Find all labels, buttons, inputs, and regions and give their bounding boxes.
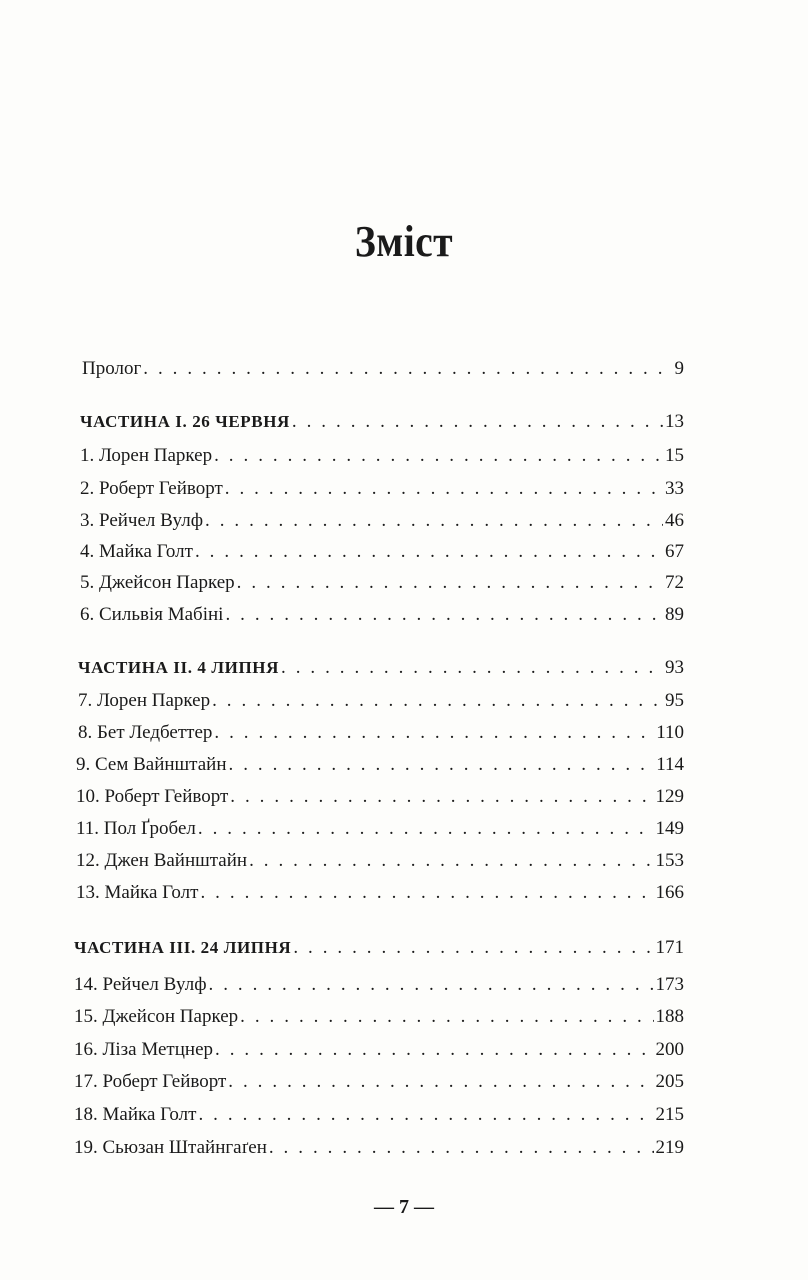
toc-entry-page: 129 — [655, 786, 684, 807]
toc-leader-dots — [240, 1005, 653, 1029]
toc-leader-dots — [198, 817, 654, 841]
toc-leader-dots — [293, 936, 653, 960]
toc-entry — [74, 1070, 684, 1094]
toc-leader-dots — [205, 509, 663, 533]
toc-leader-dots — [269, 1136, 654, 1160]
toc-entry-page: 188 — [655, 1006, 684, 1027]
toc-entry-title: 18. Майка Голт — [74, 1104, 197, 1125]
toc-entry-page: 153 — [655, 850, 684, 871]
toc-leader-dots — [225, 477, 663, 501]
toc-entry-title: 6. Сильвія Мабіні — [80, 604, 224, 625]
toc-entry-page: 13 — [665, 411, 684, 432]
toc-entry-title: 11. Пол Ґробел — [76, 818, 196, 839]
toc-entry-page: 215 — [655, 1104, 684, 1125]
toc-leader-dots — [237, 571, 663, 595]
toc-part-3 — [74, 936, 684, 960]
toc-entry — [80, 444, 684, 468]
toc-leader-dots — [209, 973, 654, 997]
toc-leader-dots — [212, 689, 663, 713]
toc-entry-page: 46 — [665, 510, 684, 531]
toc-entry — [74, 1005, 684, 1029]
toc-entry-title: 12. Джен Вайнштайн — [76, 850, 248, 871]
toc-part-title: ЧАСТИНА III. 24 ЛИПНЯ — [74, 938, 292, 957]
toc-leader-dots — [215, 1038, 653, 1062]
toc-entry-page: 110 — [656, 722, 684, 743]
toc-entry-title: 10. Роберт Гейворт — [76, 786, 229, 807]
toc-entry-prologue — [82, 357, 684, 381]
toc-entry — [76, 785, 684, 809]
toc-entry-page: 166 — [655, 882, 684, 903]
toc-leader-dots — [228, 1070, 653, 1094]
toc-leader-dots — [229, 753, 655, 777]
toc-entry — [74, 973, 684, 997]
toc-entry-page: 200 — [655, 1039, 684, 1060]
toc-entry-page: 114 — [656, 754, 684, 775]
toc-entry-title: 3. Рейчел Вулф — [80, 510, 204, 531]
toc-entry-page: 95 — [665, 690, 684, 711]
toc-leader-dots — [198, 1103, 653, 1127]
toc-entry-title: 2. Роберт Гейворт — [80, 478, 223, 499]
toc-part-1 — [80, 410, 684, 434]
toc-entry — [76, 817, 684, 841]
toc-entry-title: Пролог — [82, 358, 142, 379]
toc-entry — [80, 509, 684, 533]
toc-entry — [76, 753, 684, 777]
toc-entry-page: 219 — [655, 1137, 684, 1158]
toc-part-title: ЧАСТИНА I. 26 ЧЕРВНЯ — [80, 412, 290, 431]
toc-entry-page: 15 — [665, 445, 684, 466]
toc-leader-dots — [214, 444, 663, 468]
toc-entry-page: 173 — [655, 974, 684, 995]
toc-entry — [76, 881, 684, 905]
toc-entry — [80, 540, 684, 564]
toc-leader-dots — [292, 410, 663, 434]
toc-entry-page: 205 — [655, 1071, 684, 1092]
toc-entry-title: 14. Рейчел Вулф — [74, 974, 207, 995]
toc-entry-title: 4. Майка Голт — [80, 541, 193, 562]
toc-entry — [74, 1136, 684, 1160]
toc-part-title: ЧАСТИНА II. 4 ЛИПНЯ — [78, 658, 279, 677]
toc-entry-page: 89 — [665, 604, 684, 625]
toc-entry-title: 15. Джейсон Паркер — [74, 1006, 239, 1027]
toc-entry — [78, 689, 684, 713]
toc-leader-dots — [195, 540, 663, 564]
toc-leader-dots — [230, 785, 653, 809]
toc-entry — [80, 603, 684, 627]
toc-entry-title: 13. Майка Голт — [76, 882, 199, 903]
toc-entry-page: 67 — [665, 541, 684, 562]
toc-entry — [74, 1103, 684, 1127]
toc-entry — [78, 721, 684, 745]
toc-entry-page: 171 — [655, 937, 684, 958]
toc-entry — [76, 849, 684, 873]
toc-entry — [80, 571, 684, 595]
page-title: Зміст — [354, 217, 454, 266]
toc-leader-dots — [249, 849, 653, 873]
toc-entry-page: 93 — [665, 657, 684, 678]
toc-entry — [74, 1038, 684, 1062]
toc-part-2 — [78, 656, 684, 680]
toc-leader-dots — [143, 357, 672, 381]
page-number: — 7 — — [374, 1196, 434, 1218]
toc-entry-title: 1. Лорен Паркер — [80, 445, 213, 466]
toc-entry-title: 16. Ліза Метцнер — [74, 1039, 214, 1060]
toc-entry-title: 5. Джейсон Паркер — [80, 572, 235, 593]
toc-entry-title: 9. Сем Вайнштайн — [76, 754, 227, 775]
toc-entry-page: 149 — [655, 818, 684, 839]
toc-entry-title: 8. Бет Ледбеттер — [78, 722, 213, 743]
toc-leader-dots — [225, 603, 663, 627]
toc-entry-title: 7. Лорен Паркер — [78, 690, 211, 711]
toc-leader-dots — [281, 656, 663, 680]
toc-entry-title: 19. Сьюзан Штайнгаґен — [74, 1137, 267, 1158]
toc-entry-page: 9 — [674, 358, 684, 379]
toc-entry — [80, 477, 684, 501]
toc-entry-page: 72 — [665, 572, 684, 593]
toc-leader-dots — [200, 881, 653, 905]
toc-entry-page: 33 — [665, 478, 684, 499]
toc-leader-dots — [214, 721, 654, 745]
toc-entry-title: 17. Роберт Гейворт — [74, 1071, 227, 1092]
